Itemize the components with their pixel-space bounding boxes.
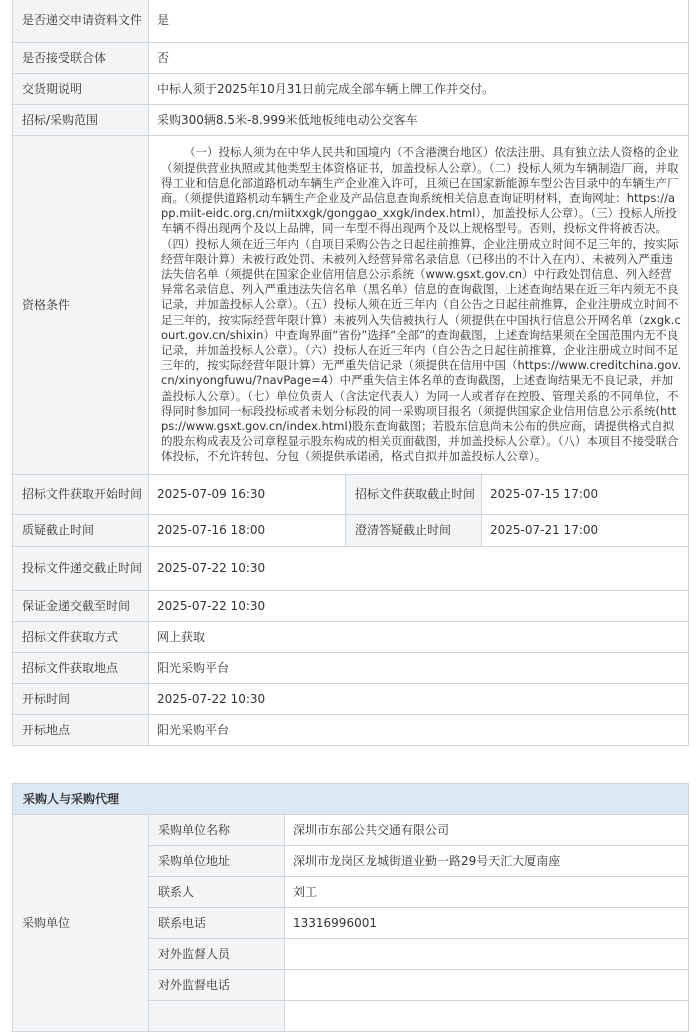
purchaser-supervisor-phone-label: 对外监督电话 [149, 970, 285, 1001]
row-value-delivery: 中标人须于2025年10月31日前完成全部车辆上牌工作并交付。 [149, 74, 689, 105]
row-label-clarify-end: 澄清答疑截止时间 [346, 515, 482, 547]
purchaser-contact-label: 联系人 [149, 877, 285, 908]
purchaser-table [12, 783, 689, 1032]
purchaser-address-label: 采购单位地址 [149, 846, 285, 877]
row-value-deposit-deadline: 2025-07-22 10:30 [149, 591, 689, 622]
row-value-scope: 采购300辆8.5米-8.999米低地板纯电动公交客车 [149, 105, 689, 136]
purchaser-supervisor-phone-value [285, 970, 689, 1001]
purchaser-supervisor-label: 对外监督人员 [149, 939, 285, 970]
row-value-clarify-end: 2025-07-21 17:00 [482, 515, 689, 547]
purchaser-address-value: 深圳市龙岗区龙城街道业勤一路29号天汇大厦南座 [285, 846, 689, 877]
purchaser-group-label: 采购单位 [13, 815, 149, 1032]
row-value-doc-end: 2025-07-15 17:00 [482, 475, 689, 515]
row-label-submit-application: 是否递交申请资料文件 [13, 0, 149, 43]
row-value-consortium: 否 [149, 43, 689, 74]
row-label-qualification: 资格条件 [13, 136, 149, 475]
row-label-scope: 招标/采购范围 [13, 105, 149, 136]
row-label-doc-method: 招标文件获取方式 [13, 622, 149, 653]
purchaser-name-value: 深圳市东部公共交通有限公司 [285, 815, 689, 846]
row-value-query-end: 2025-07-16 18:00 [149, 515, 346, 547]
row-value-qualification: （一）投标人须为在中华人民共和国境内（不含港澳台地区）依法注册、具有独立法人资格的企业（须提供营业执照或其他类型主体资格证书，加盖投标人公章）。（二）投标人须为车辆制造厂商，并取得工业和信息化部道路机动车辆生产企业准入许可，且须已在国家新能源车型公告目录中的车辆生产厂商。（须提供道路机动车辆生产企业及产品信息查询系统相关信息查询证明材料，查询网址：https://app.miit-eidc.org.cn/miitxxgk/gonggao_xxgk/index.html），加盖投标人公章）。（三）投标人所投车辆不得出现两个及以上品牌，同一车型不得出现两个及以上规格型号。否则，投标文件将被否决。（四）投标人须在近三年内（自项目采购公告之日起往前推算，企业注册成立时间不足三年的，按实际经营年限计算）未被行政处罚、未被列入经营异常名录信息（已移出的不计入在内）、未被列入严重违法失信名单（须提供在国家企业信用信息公示系统（www.gsxt.gov.cn）中行政处罚信息、列入经营异常名录信息、列入严重违法失信名单（黑名单）信息的查询截图，上述查询结果在近三年内须无不良记录，并加盖投标人公章）。（五）投标人须在近三年内（自公告之日起往前推算，企业注册成立时间不足三年的，按实际经营年限计算）未被列入失信被执行人（须提供在中国执行信息公开网名单（zxgk.court.gov.cn/shixin）中查询界面“省份”选择“全部”的查询截图，上述查询结果须在全国范围内无不良记录，并加盖投标人公章）。（六）投标人在近三年内（自公告之日起往前推算，企业注册成立时间不足三年的，按实际经营年限计算）无严重失信记录（须提供在信用中国（https://www.creditchina.gov.cn/xinyongfuwu/?navPage=4）中严重失信主体名单的查询截图，上述查询结果无不良记录，并加盖投标人公章）。（七）单位负责人（含法定代表人）为同一人或者存在控股、管理关系的不同单位，不得同时参加同一标段投标或者未划分标段的同一采购项目报名（须提供国家企业信用信息公示系统(https://www.gsxt.gov.cn/index.html)股东查询截图；若股东信息尚未公布的供应商，请提供格式自拟的股东构成表及公司章程显示股东构成的相关页面截图，并加盖投标人公章）。（八）本项目不接受联合体投标，不允许转包、分包（须提供承诺函，格式自拟并加盖投标人公章）。 [149, 136, 689, 475]
row-value-doc-start: 2025-07-09 16:30 [149, 475, 346, 515]
row-label-doc-place: 招标文件获取地点 [13, 653, 149, 684]
row-value-bid-deadline: 2025-07-22 10:30 [149, 547, 689, 591]
row-label-doc-end: 招标文件获取截止时间 [346, 475, 482, 515]
row-label-query-end: 质疑截止时间 [13, 515, 149, 547]
section-title-purchaser: 采购人与采购代理 [13, 784, 689, 815]
purchaser-phone-value: 13316996001 [285, 908, 689, 939]
purchaser-supervisor-value [285, 939, 689, 970]
row-label-deposit-deadline: 保证金递交截至时间 [13, 591, 149, 622]
purchaser-contact-value: 刘工 [285, 877, 689, 908]
row-value-open-time: 2025-07-22 10:30 [149, 684, 689, 715]
row-value-submit-application: 是 [149, 0, 689, 43]
row-value-doc-place: 阳光采购平台 [149, 653, 689, 684]
bid-info-table [12, 0, 689, 746]
purchaser-extra-value [285, 1001, 689, 1032]
row-value-open-place: 阳光采购平台 [149, 715, 689, 746]
row-label-open-time: 开标时间 [13, 684, 149, 715]
row-label-delivery: 交货期说明 [13, 74, 149, 105]
row-label-open-place: 开标地点 [13, 715, 149, 746]
row-value-doc-method: 网上获取 [149, 622, 689, 653]
purchaser-phone-label: 联系电话 [149, 908, 285, 939]
row-label-consortium: 是否接受联合体 [13, 43, 149, 74]
purchaser-extra-label [149, 1001, 285, 1032]
row-label-bid-deadline: 投标文件递交截止时间 [13, 547, 149, 591]
row-label-doc-start: 招标文件获取开始时间 [13, 475, 149, 515]
purchaser-name-label: 采购单位名称 [149, 815, 285, 846]
